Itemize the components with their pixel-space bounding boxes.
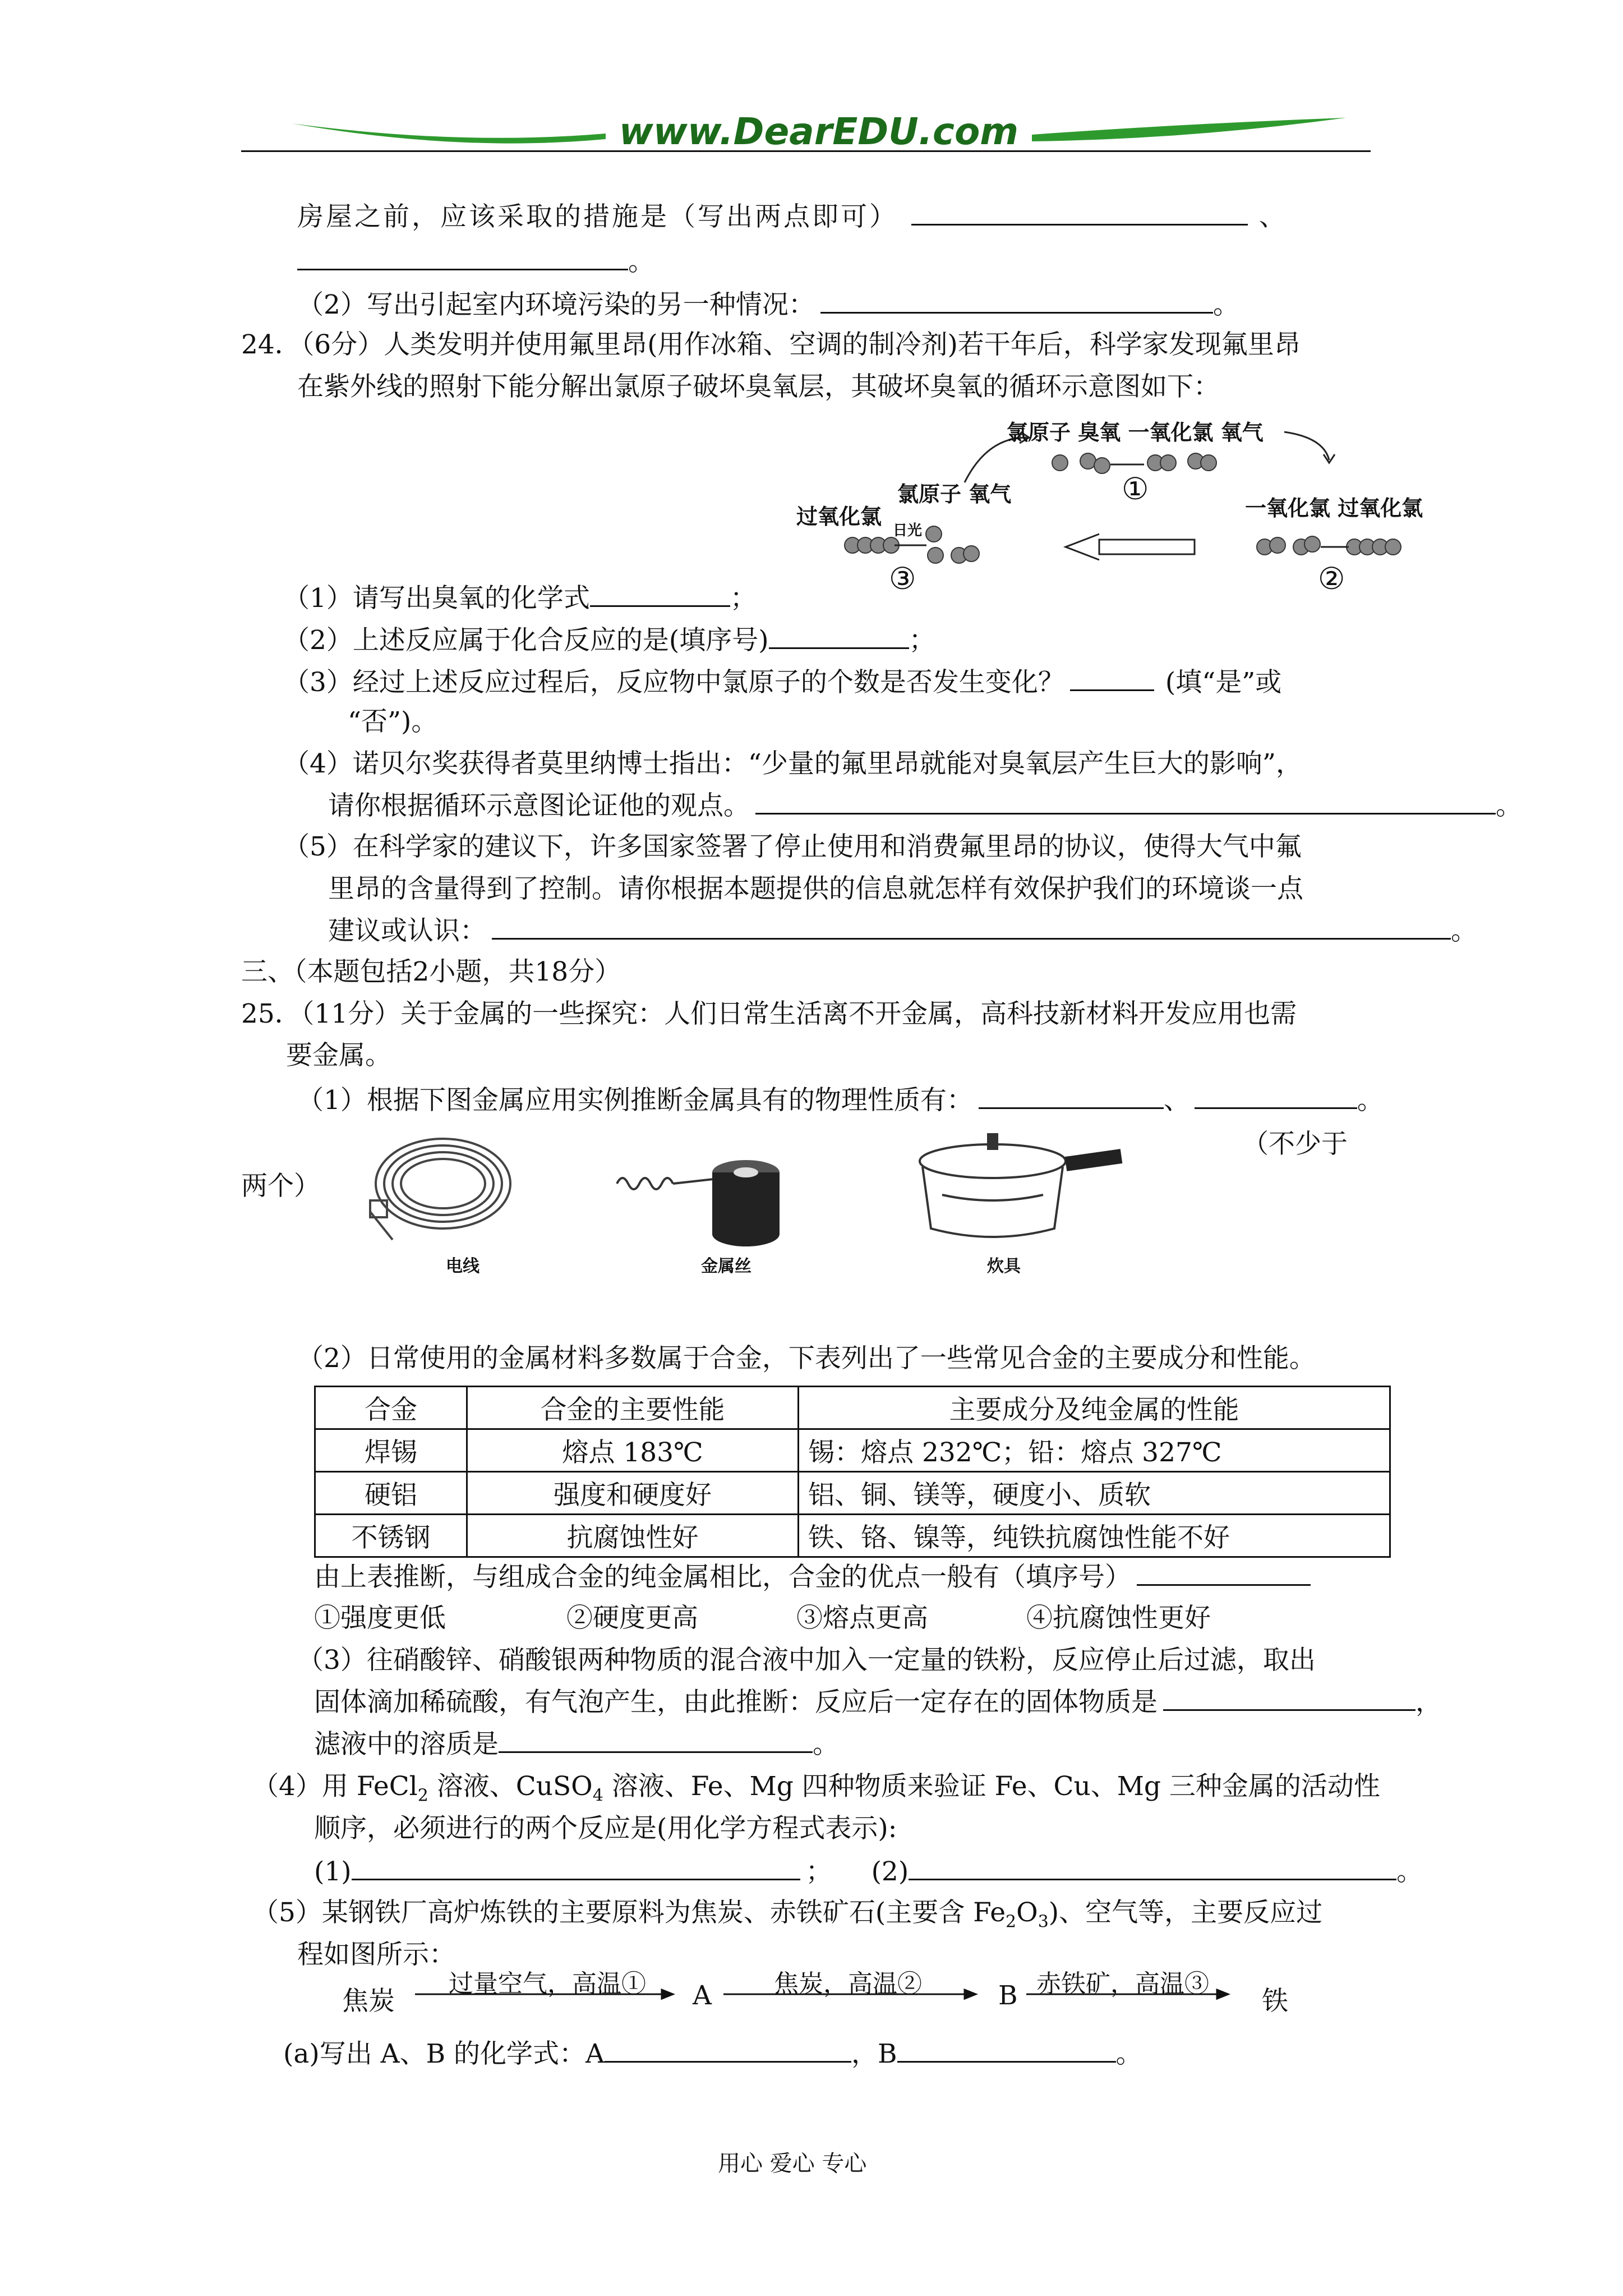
table-cell: 焊锡 xyxy=(315,1429,467,1472)
q25-part1-note2: 两个） xyxy=(241,1171,320,1202)
flow-arrow1-label: 过量空气，高温① xyxy=(449,1970,646,1998)
table-cell: 硬铝 xyxy=(315,1472,467,1515)
table-row xyxy=(315,1515,1390,1557)
table-header-cell: 合金 xyxy=(315,1387,467,1429)
reaction-number-1: ① xyxy=(1122,471,1149,507)
q23-line1: 房屋之前，应该采取的措施是（写出两点即可） 、 xyxy=(297,199,1288,234)
q24-part3: （3）经过上述反应过程后，反应物中氯原子的个数是否发生变化？ (填“是”或 xyxy=(283,665,1281,700)
q24-part1: （1）请写出臭氧的化学式 ； xyxy=(283,581,757,615)
q24-part5-cont1: 里昂的含量得到了控制。请你根据本题提供的信息就怎样有效保护我们的环境谈一点 xyxy=(328,873,1303,904)
pressure-cooker-graphic xyxy=(909,1116,1127,1245)
caption-cookware: 炊具 xyxy=(987,1257,1021,1276)
electric-wire-picture xyxy=(348,1128,516,1245)
table-cell: 抗腐蚀性好 xyxy=(467,1515,799,1557)
q25-part4: （4）用 FeCl$_2$ 溶液、CuSO$_4$ 溶液、Fe、Mg 四种物质来验证 Fe、Cu、Mg 三种金属的活动性 xyxy=(252,1771,1380,1806)
flow-arrow3-label: 赤铁矿，高温③ xyxy=(1036,1970,1209,1998)
q24-part4: （4）诺贝尔奖获得者莫里纳博士指出：“少量的氟里昂就能对臭氧层产生巨大的影响”， xyxy=(283,748,1302,779)
flow-mid-a: A xyxy=(693,1980,712,2011)
table-cell: 不锈钢 xyxy=(315,1515,467,1557)
q25-stem-1: 25．（11分）关于金属的一些探究：人们日常生活离不开金属，高科技新材料开发应用也需 xyxy=(241,999,1297,1029)
q24-part3-cont: “否”)。 xyxy=(348,706,438,737)
metal-wire-spool-graphic xyxy=(611,1144,791,1251)
q25-part1: （1）根据下图金属应用实例推断金属具有的物理性质有： 、 。 xyxy=(297,1083,1384,1117)
flow-mid-b: B xyxy=(998,1980,1018,2011)
diagram-label-sun: 日光 xyxy=(893,522,923,539)
table-cell: 铁、铬、镍等，纯铁抗腐蚀性能不好 xyxy=(799,1515,1390,1557)
table-row xyxy=(315,1429,1390,1472)
wire-coil-graphic xyxy=(348,1128,516,1245)
table-cell: 强度和硬度好 xyxy=(467,1472,799,1515)
q23-part2: （2）写出引起室内环境污染的另一种情况： 。 xyxy=(297,287,1239,322)
cookware-picture xyxy=(909,1116,1127,1245)
q24-part5: （5）在科学家的建议下，许多国家签署了停止使用和消费氟里昂的协议，使得大气中氟 xyxy=(283,831,1302,862)
section-3-heading: 三、（本题包括2小题，共18分） xyxy=(241,956,621,987)
q25-part5-cont: 程如图所示： xyxy=(297,1939,455,1970)
table-row xyxy=(315,1472,1390,1515)
q25-part5-answer: (a)写出 A、B 的化学式：A ，B 。 xyxy=(283,2036,1142,2071)
table-header-row xyxy=(315,1387,1390,1429)
flow-start: 焦炭 xyxy=(342,1986,395,2017)
q24-part4-cont: 请你根据循环示意图论证他的观点。 。 xyxy=(328,788,1522,823)
flow-arrow2-label: 焦炭，高温② xyxy=(774,1970,922,1998)
page-footer: 用心 爱心 专心 xyxy=(718,2151,867,2177)
caption-wire: 电线 xyxy=(446,1257,479,1276)
q25-part2: （2）日常使用的金属材料多数属于合金，下表列出了一些常见合金的主要成分和性能。 xyxy=(297,1343,1316,1374)
diagram-label-left2: 氯原子 氧气 xyxy=(897,482,1012,507)
q25-part4-answers: (1) ； (2) 。 xyxy=(314,1854,1423,1889)
q25-part5: （5）某钢铁厂高炉炼铁的主要原料为焦炭、赤铁矿石(主要含 $Fe_2O_3$)、空气等，主要反应过 xyxy=(252,1897,1323,1932)
caption-metal-wire: 金属丝 xyxy=(701,1257,751,1276)
q25-part2-question: 由上表推断，与组成合金的纯金属相比，合金的优点一般有（填序号） xyxy=(314,1559,1311,1594)
q25-part3: （3）往硝酸锌、硝酸银两种物质的混合液中加入一定量的铁粉，反应停止后过滤，取出 xyxy=(297,1645,1316,1676)
metal-wire-picture xyxy=(611,1144,791,1251)
flow-end: 铁 xyxy=(1262,1986,1288,2017)
reaction-number-2: ② xyxy=(1318,561,1345,596)
ironmaking-flowchart xyxy=(342,1969,1295,2017)
table-cell: 锡：熔点 232℃；铅：熔点 327℃ xyxy=(799,1429,1390,1472)
q25-part3-cont2: 滤液中的溶质是 。 xyxy=(314,1727,839,1761)
header-rule xyxy=(241,150,1371,152)
q24-stem-1: 24．（6分）人类发明并使用氟里昂(用作冰箱、空调的制冷剂)若干年后，科学家发现氟里昂 xyxy=(241,329,1301,360)
ozone-cycle-diagram xyxy=(796,415,1458,606)
q23-line2: 。 xyxy=(297,244,654,279)
q24-part5-cont2: 建议或认识： 。 xyxy=(328,913,1477,948)
table-cell: 熔点 183℃ xyxy=(467,1429,799,1472)
q24-part2: （2）上述反应属于化合反应的是(填序号) ； xyxy=(283,623,935,657)
q25-stem-2: 要金属。 xyxy=(286,1040,391,1071)
reaction-number-3: ③ xyxy=(889,561,916,596)
logo-text: www.DearEDU.com xyxy=(619,110,1019,153)
q24-stem-2: 在紫外线的照射下能分解出氯原子破坏臭氧层，其破坏臭氧的循环示意图如下： xyxy=(297,371,1220,402)
table-cell: 铝、铜、镁等，硬度小、质软 xyxy=(799,1472,1390,1515)
alloy-table xyxy=(314,1386,1391,1558)
q25-part3-cont: 固体滴加稀硫酸，有气泡产生，由此推断：反应后一定存在的固体物质是 ， xyxy=(314,1685,1442,1719)
table-header-cell: 主要成分及纯金属的性能 xyxy=(799,1387,1390,1429)
site-logo xyxy=(292,107,1346,157)
q25-part4-cont: 顺序，必须进行的两个反应是(用化学方程式表示): xyxy=(314,1813,897,1844)
table-header-cell: 合金的主要性能 xyxy=(467,1387,799,1429)
q25-part1-note: （不少于 xyxy=(1242,1129,1348,1159)
diagram-label-right: 一氧化氯 过氧化氯 xyxy=(1245,496,1423,521)
diagram-label-left1: 过氧化氯 xyxy=(796,504,882,529)
diagram-label-top: 氯原子 臭氧 一氧化氯 氧气 xyxy=(1007,420,1264,445)
